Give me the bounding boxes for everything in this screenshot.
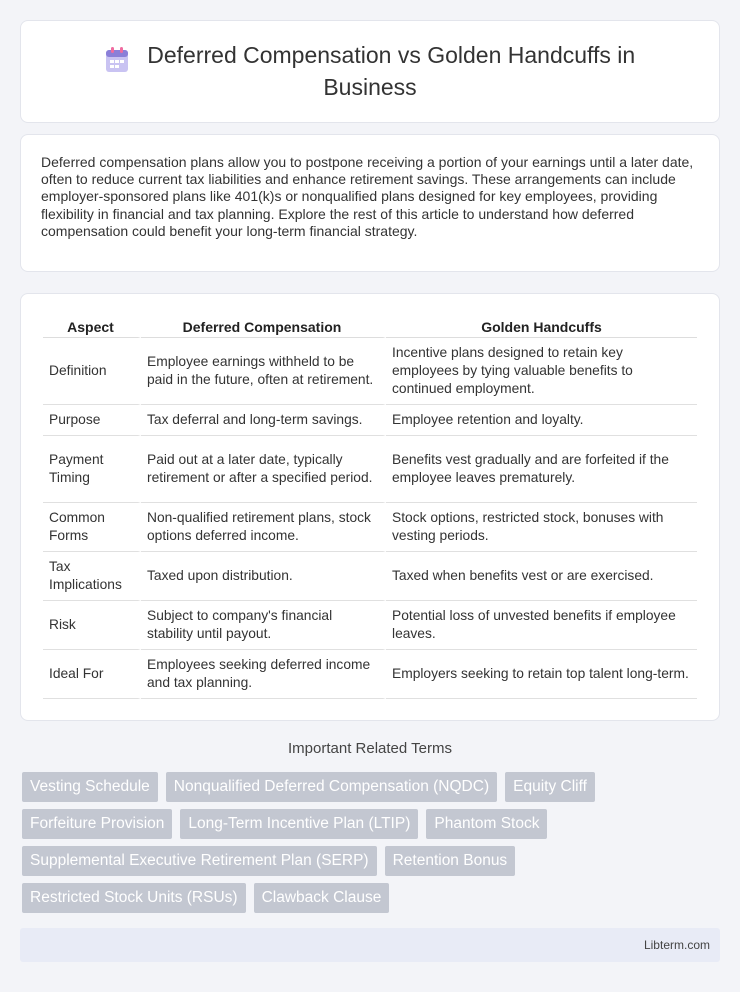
header-aspect: Aspect xyxy=(43,314,141,338)
table-header-row xyxy=(43,314,697,338)
intro-card xyxy=(20,134,720,272)
header-golden-handcuffs: Golden Handcuffs xyxy=(386,314,697,338)
deferred-cell: Subject to company's financial stability until payout. xyxy=(141,601,386,650)
table-row xyxy=(43,601,697,650)
handcuffs-cell: Taxed when benefits vest or are exercised. xyxy=(386,552,697,601)
term-tag[interactable]: Phantom Stock xyxy=(426,809,547,839)
handcuffs-cell: Incentive plans designed to retain key employees by tying valuable benefits to continued employment. xyxy=(386,338,697,405)
aspect-cell: Payment Timing xyxy=(43,436,141,503)
comparison-card xyxy=(20,293,720,721)
deferred-cell: Tax deferral and long-term savings. xyxy=(141,405,386,436)
aspect-cell: Risk xyxy=(43,601,141,650)
aspect-cell: Ideal For xyxy=(43,650,141,699)
term-tag[interactable]: Supplemental Executive Retirement Plan (SERP) xyxy=(22,846,377,876)
handcuffs-cell: Employee retention and loyalty. xyxy=(386,405,697,436)
title-card xyxy=(20,20,720,123)
handcuffs-cell: Employers seeking to retain top talent long-term. xyxy=(386,650,697,699)
table-row xyxy=(43,650,697,699)
footer xyxy=(20,928,720,962)
footer-site-link[interactable]: Libterm.com xyxy=(643,938,710,952)
deferred-cell: Paid out at a later date, typically retirement or after a specified period. xyxy=(141,436,386,503)
deferred-cell: Employees seeking deferred income and tax planning. xyxy=(141,650,386,699)
term-tag[interactable]: Forfeiture Provision xyxy=(22,809,172,839)
aspect-cell: Purpose xyxy=(43,405,141,436)
table-row xyxy=(43,503,697,552)
handcuffs-cell: Benefits vest gradually and are forfeited if the employee leaves prematurely. xyxy=(386,436,697,503)
table-row xyxy=(43,436,697,503)
related-terms-list xyxy=(22,772,722,913)
deferred-cell: Non-qualified retirement plans, stock options deferred income. xyxy=(141,503,386,552)
table-row xyxy=(43,338,697,405)
calendar-icon xyxy=(105,47,129,73)
comparison-table xyxy=(43,314,697,699)
table-row xyxy=(43,405,697,436)
term-tag[interactable]: Restricted Stock Units (RSUs) xyxy=(22,883,246,913)
aspect-cell: Tax Implications xyxy=(43,552,141,601)
term-tag[interactable]: Equity Cliff xyxy=(505,772,595,802)
aspect-cell: Common Forms xyxy=(43,503,141,552)
deferred-cell: Employee earnings withheld to be paid in the future, often at retirement. xyxy=(141,338,386,405)
intro-paragraph: Deferred compensation plans allow you to postpone receiving a portion of your earnings until a later date, often to reduce current tax liabilities and enhance retirement savings. These arrangements can include employer-sponsored plans like 401(k)s or nonqualified plans designed for key employees, providing flexibility in financial and tax planning. Explore the rest of this article to understand how deferred compensation could benefit your long-term financial strategy. xyxy=(41,154,694,239)
term-tag[interactable]: Nonqualified Deferred Compensation (NQDC) xyxy=(166,772,497,802)
handcuffs-cell: Stock options, restricted stock, bonuses with vesting periods. xyxy=(386,503,697,552)
related-terms-heading: Important Related Terms xyxy=(288,740,452,757)
term-tag[interactable]: Clawback Clause xyxy=(254,883,390,913)
term-tag[interactable]: Retention Bonus xyxy=(385,846,516,876)
table-row xyxy=(43,552,697,601)
title-wrap xyxy=(70,41,670,102)
term-tag[interactable]: Vesting Schedule xyxy=(22,772,158,802)
page-title: Deferred Compensation vs Golden Handcuffs in Business xyxy=(147,42,636,100)
deferred-cell: Taxed upon distribution. xyxy=(141,552,386,601)
term-tag[interactable]: Long-Term Incentive Plan (LTIP) xyxy=(180,809,418,839)
handcuffs-cell: Potential loss of unvested benefits if employee leaves. xyxy=(386,601,697,650)
aspect-cell: Definition xyxy=(43,338,141,405)
header-deferred-compensation: Deferred Compensation xyxy=(141,314,386,338)
